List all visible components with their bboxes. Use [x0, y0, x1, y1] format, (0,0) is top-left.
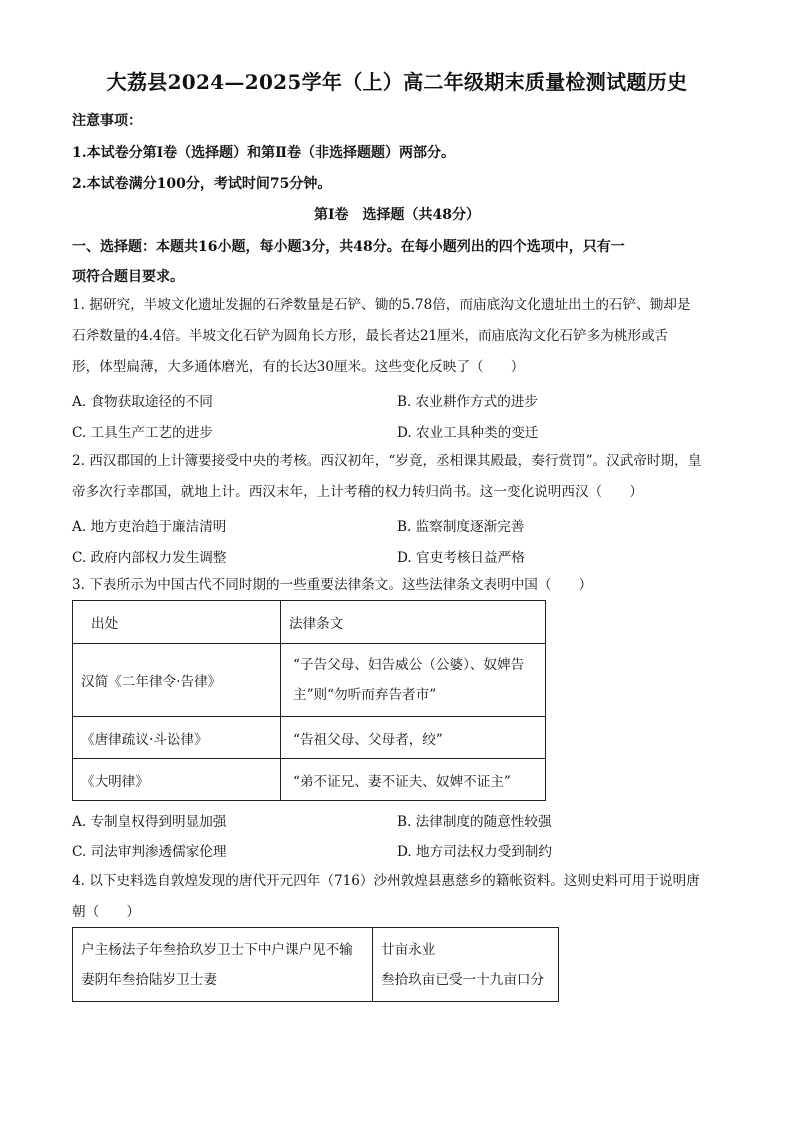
table-header-law-label: 法律条文 [289, 616, 344, 632]
table-cell-land [373, 928, 559, 1002]
q2-stem-line-2: 帝多次行幸郡国，就地上计。西汉末年，上计考稽的权力转归尚书。这一变化说明西汉（ ） [72, 484, 643, 500]
q3-option-b: B. 法律制度的随意性较强 [397, 814, 552, 830]
q1-stem-line-1: 1. 据研究，半坡文化遗址发掘的石斧数量是石铲、锄的5.78倍，而庙底沟文化遗址出土的石铲、锄却是 [72, 297, 691, 313]
section-title: 第Ⅰ卷 选择题（共48分） [313, 207, 481, 223]
q3-law-table [72, 600, 546, 801]
note-1: 1.本试卷分第Ⅰ卷（选择题）和第Ⅱ卷（非选择题题）两部分。 [72, 145, 455, 161]
table-cell-land-line-1: 廿亩永业 [381, 941, 436, 958]
table-cell-law-line-2: 主”则“勿听而弃告者市” [293, 687, 437, 703]
table-row [73, 717, 546, 759]
q1-stem-line-3: 形，体型扁薄，大多通体磨光，有的长达30厘米。这些变化反映了（ ） [72, 359, 525, 375]
table-row [73, 759, 546, 801]
table-row [73, 928, 559, 1002]
page-title: 大荔县2024—2025学年（上）高二年级期末质量检测试题历史 [106, 70, 688, 94]
q2-option-c: C. 政府内部权力发生调整 [72, 550, 227, 566]
table-cell-source: 汉简《二年律令·告律》 [73, 644, 281, 717]
table-header-row [73, 601, 546, 644]
q3-option-c: C. 司法审判渗透儒家伦理 [72, 844, 227, 860]
table-cell-law [281, 644, 546, 717]
note-2: 2.本试卷满分100分，考试时间75分钟。 [72, 176, 332, 192]
q2-option-a: A. 地方吏治趋于廉洁清明 [72, 519, 227, 535]
q1-stem-line-2: 石斧数量的4.4倍。半坡文化石铲为圆角长方形，最长者达21厘米，而庙底沟文化石铲多为桃形或舌 [72, 328, 669, 344]
table-header-source: 出处 [73, 601, 281, 644]
q3-option-a: A. 专制皇权得到明显加强 [72, 814, 227, 830]
notes-header: 注意事项： [72, 113, 142, 129]
q4-registry-table [72, 927, 559, 1002]
table-cell-law-line-1: “子告父母、妇告威公（公婆）、奴婢告 [293, 657, 525, 673]
q4-stem-line-1: 4. 以下史料选自敦煌发现的唐代开元四年（716）沙州敦煌县惠慈乡的籍帐资料。这则史料可用于说明唐 [72, 873, 700, 889]
q3-stem-line-1: 3. 下表所示为中国古代不同时期的一些重要法律条文。这些法律条文表明中国（ ） [72, 577, 593, 593]
table-cell-household [73, 928, 373, 1002]
section-instruction-2: 项符合题目要求。 [72, 269, 184, 285]
q3-option-d: D. 地方司法权力受到制约 [397, 844, 552, 860]
table-cell-land-line-2: 叁拾玖亩已受一十九亩口分 [381, 971, 545, 988]
table-header-law [281, 601, 546, 644]
q4-stem-line-2: 朝（ ） [72, 904, 140, 920]
q2-stem-line-1: 2. 西汉郡国的上计簿要接受中央的考核。西汉初年，“岁竟，丞相课其殿最，奏行赏罚”。汉武帝时期，皇 [72, 453, 702, 469]
q1-option-a: A. 食物获取途径的不同 [72, 394, 213, 410]
q2-option-d: D. 官吏考核日益严格 [397, 550, 525, 566]
q1-option-c: C. 工具生产工艺的进步 [72, 425, 213, 441]
table-cell-source: 《大明律》 [73, 759, 281, 801]
q1-option-b: B. 农业耕作方式的进步 [397, 394, 538, 410]
q1-option-d: D. 农业工具种类的变迁 [397, 425, 539, 441]
q2-option-b: B. 监察制度逐渐完善 [397, 519, 525, 535]
table-row [73, 644, 546, 717]
table-cell-law: “告祖父母、父母者，绞” [281, 717, 546, 759]
table-cell-law: “弟不证兄、妻不证夫、奴婢不证主” [281, 759, 546, 801]
table-cell-source: 《唐律疏议·斗讼律》 [73, 717, 281, 759]
table-cell-household-line-1: 户主杨法子年叁拾玖岁卫士下中户课户见不输 [81, 941, 353, 958]
section-instruction-1: 一、选择题：本题共16小题，每小题3分，共48分。在每小题列出的四个选项中，只有一 [72, 239, 625, 255]
table-cell-household-line-2: 妻阴年叁拾陆岁卫士妻 [81, 971, 217, 988]
